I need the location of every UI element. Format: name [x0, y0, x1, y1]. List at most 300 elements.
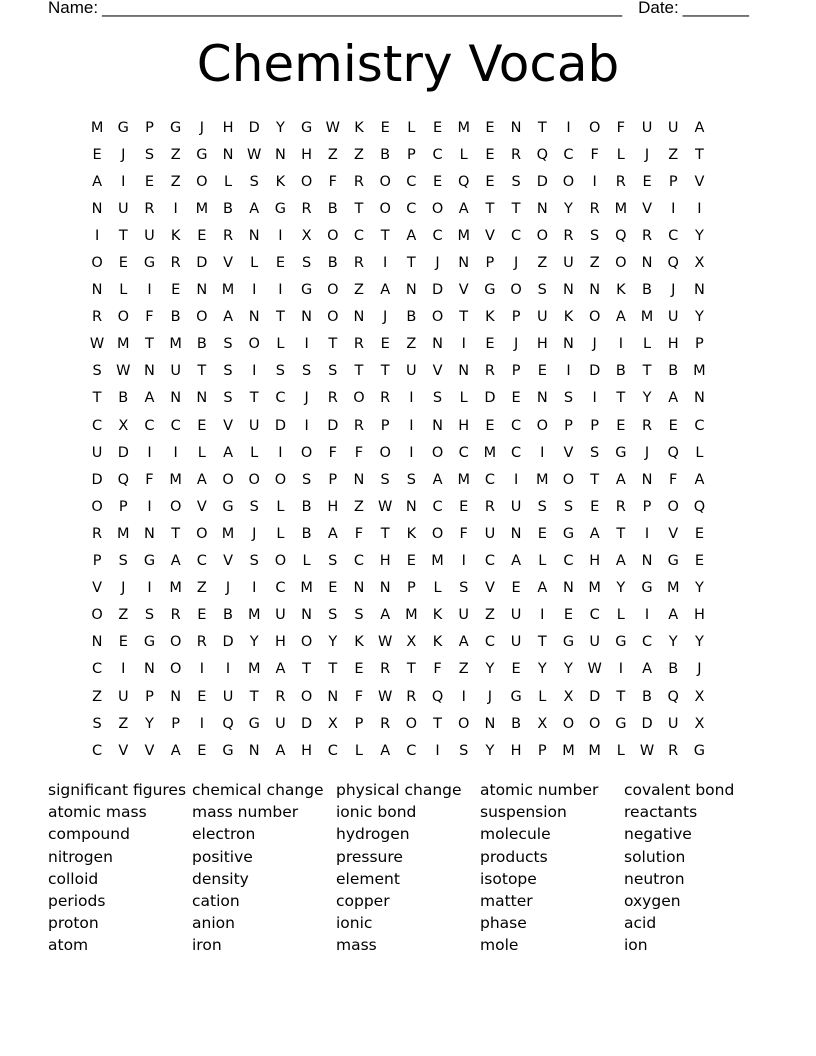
grid-letter[interactable]: J [199, 119, 204, 136]
grid-letter[interactable]: S [249, 553, 259, 570]
grid-letter[interactable]: M [614, 200, 628, 217]
grid-letter[interactable]: H [301, 146, 313, 163]
grid-letter[interactable]: R [380, 390, 391, 407]
grid-letter[interactable]: O [327, 309, 339, 326]
grid-letter[interactable]: T [459, 309, 469, 326]
grid-letter[interactable]: Z [354, 146, 364, 163]
grid-letter[interactable]: S [275, 363, 286, 380]
grid-letter[interactable]: C [275, 390, 286, 407]
grid-letter[interactable]: O [300, 688, 313, 705]
grid-letter[interactable]: V [118, 742, 129, 759]
grid-letter[interactable]: K [354, 634, 364, 651]
grid-letter[interactable]: N [301, 309, 313, 326]
grid-letter[interactable]: N [510, 119, 522, 136]
grid-letter[interactable]: A [668, 607, 679, 624]
grid-letter[interactable]: P [354, 715, 364, 732]
grid-letter[interactable]: P [668, 173, 678, 190]
grid-letter[interactable]: O [248, 336, 260, 353]
grid-letter[interactable]: G [641, 580, 653, 597]
grid-letter[interactable]: N [248, 227, 260, 244]
grid-letter[interactable]: Q [117, 471, 129, 488]
grid-letter[interactable]: S [563, 390, 574, 407]
grid-letter[interactable]: W [377, 498, 393, 515]
grid-letter[interactable]: I [671, 200, 676, 217]
grid-letter[interactable]: P [328, 471, 338, 488]
grid-letter[interactable]: I [435, 742, 440, 759]
grid-letter[interactable]: C [353, 553, 365, 570]
grid-letter[interactable]: T [616, 688, 626, 705]
grid-letter[interactable]: K [170, 227, 181, 244]
grid-letter[interactable]: A [511, 553, 522, 570]
grid-letter[interactable]: E [144, 173, 155, 190]
grid-letter[interactable]: N [274, 146, 286, 163]
grid-letter[interactable]: N [484, 715, 496, 732]
grid-letter[interactable]: S [459, 742, 469, 759]
grid-letter[interactable]: S [537, 498, 547, 515]
grid-letter[interactable]: N [91, 282, 103, 299]
grid-letter[interactable]: V [223, 417, 233, 434]
grid-letter[interactable]: H [301, 742, 313, 759]
grid-letter[interactable]: U [458, 607, 470, 624]
grid-letter[interactable]: L [119, 282, 128, 299]
grid-letter[interactable]: I [644, 525, 650, 542]
grid-letter[interactable]: C [92, 661, 103, 678]
grid-letter[interactable]: I [94, 227, 100, 244]
grid-letter[interactable]: E [485, 417, 495, 434]
grid-letter[interactable]: I [199, 715, 204, 732]
grid-letter[interactable]: E [406, 553, 416, 570]
grid-letter[interactable]: V [223, 553, 233, 570]
grid-letter[interactable]: G [143, 553, 156, 570]
grid-letter[interactable]: D [117, 444, 129, 461]
grid-letter[interactable]: N [563, 580, 574, 597]
grid-letter[interactable]: O [431, 200, 444, 217]
grid-letter[interactable]: C [563, 146, 574, 163]
grid-letter[interactable]: T [249, 390, 259, 407]
grid-letter[interactable]: N [432, 336, 443, 353]
grid-letter[interactable]: H [458, 417, 470, 434]
grid-letter[interactable]: N [641, 553, 653, 570]
grid-letter[interactable]: G [196, 146, 208, 163]
grid-letter[interactable]: H [222, 119, 234, 136]
grid-letter[interactable]: I [618, 661, 623, 678]
grid-letter[interactable]: F [328, 173, 337, 190]
grid-letter[interactable]: V [484, 227, 495, 244]
grid-letter[interactable]: L [459, 146, 468, 163]
grid-letter[interactable]: V [196, 498, 207, 515]
grid-letter[interactable]: I [304, 336, 309, 353]
grid-letter[interactable]: U [406, 363, 417, 380]
grid-letter[interactable]: L [276, 525, 285, 542]
grid-letter[interactable]: N [327, 688, 339, 705]
grid-letter[interactable]: T [249, 688, 259, 705]
grid-letter[interactable]: E [590, 498, 600, 515]
grid-letter[interactable]: S [459, 580, 469, 597]
grid-letter[interactable]: C [511, 227, 522, 244]
grid-letter[interactable]: M [693, 363, 706, 380]
grid-letter[interactable]: L [250, 444, 259, 461]
grid-letter[interactable]: S [537, 282, 547, 299]
grid-letter[interactable]: X [563, 688, 574, 705]
grid-letter[interactable]: Y [537, 661, 547, 678]
grid-letter[interactable]: S [223, 336, 233, 353]
grid-letter[interactable]: E [537, 363, 547, 380]
grid-letter[interactable]: G [562, 634, 575, 651]
grid-letter[interactable]: J [513, 255, 519, 272]
grid-letter[interactable]: C [668, 227, 679, 244]
grid-letter[interactable]: O [405, 715, 418, 732]
grid-letter[interactable]: I [461, 688, 466, 705]
grid-letter[interactable]: Q [667, 255, 679, 272]
grid-letter[interactable]: X [327, 715, 338, 732]
grid-letter[interactable]: I [147, 580, 152, 597]
grid-letter[interactable]: M [117, 525, 130, 542]
grid-letter[interactable]: Q [615, 227, 627, 244]
grid-letter[interactable]: C [327, 742, 338, 759]
grid-letter[interactable]: O [588, 119, 601, 136]
grid-letter[interactable]: U [275, 715, 286, 732]
grid-letter[interactable]: X [537, 715, 548, 732]
grid-letter[interactable]: A [694, 471, 705, 488]
grid-letter[interactable]: U [117, 688, 129, 705]
grid-letter[interactable]: I [278, 282, 283, 299]
grid-letter[interactable]: I [540, 607, 545, 624]
grid-letter[interactable]: I [409, 390, 414, 407]
grid-letter[interactable]: A [615, 309, 626, 326]
grid-letter[interactable]: O [353, 390, 365, 407]
grid-letter[interactable]: G [615, 444, 627, 461]
grid-letter[interactable]: O [274, 471, 287, 488]
grid-letter[interactable]: A [275, 742, 286, 759]
grid-letter[interactable]: L [407, 119, 416, 136]
grid-letter[interactable]: O [510, 282, 522, 299]
grid-letter[interactable]: T [171, 525, 181, 542]
grid-letter[interactable]: N [196, 282, 208, 299]
grid-letter[interactable]: Y [564, 661, 573, 678]
grid-letter[interactable]: J [697, 661, 702, 678]
grid-letter[interactable]: K [354, 119, 364, 136]
grid-letter[interactable]: U [484, 525, 496, 542]
grid-letter[interactable]: T [328, 336, 338, 353]
grid-letter[interactable]: N [144, 363, 155, 380]
grid-letter[interactable]: M [666, 580, 680, 597]
grid-letter[interactable]: E [537, 525, 547, 542]
grid-letter[interactable]: I [278, 227, 283, 244]
grid-letter[interactable]: U [510, 498, 522, 515]
grid-letter[interactable]: V [144, 742, 155, 759]
grid-letter[interactable]: L [250, 255, 259, 272]
grid-letter[interactable]: L [433, 580, 442, 597]
grid-letter[interactable]: I [592, 173, 597, 190]
grid-letter[interactable]: E [511, 580, 521, 597]
grid-letter[interactable]: E [92, 146, 102, 163]
grid-letter[interactable]: K [275, 173, 286, 190]
grid-letter[interactable]: U [222, 688, 234, 705]
grid-letter[interactable]: J [435, 255, 440, 272]
grid-letter[interactable]: D [91, 471, 103, 488]
grid-letter[interactable]: N [563, 336, 574, 353]
grid-letter[interactable]: E [694, 525, 704, 542]
grid-letter[interactable]: O [91, 607, 103, 624]
grid-letter[interactable]: S [249, 173, 259, 190]
grid-letter[interactable]: O [588, 715, 601, 732]
grid-letter[interactable]: C [432, 498, 443, 515]
grid-letter[interactable]: A [537, 580, 548, 597]
grid-letter[interactable]: O [458, 715, 470, 732]
grid-letter[interactable]: O [196, 309, 208, 326]
grid-letter[interactable]: G [222, 498, 234, 515]
grid-letter[interactable]: A [275, 661, 286, 678]
grid-letter[interactable]: H [327, 498, 339, 515]
grid-letter[interactable]: I [252, 363, 257, 380]
grid-letter[interactable]: S [301, 471, 312, 488]
grid-letter[interactable]: T [275, 309, 285, 326]
grid-letter[interactable]: U [510, 607, 522, 624]
grid-letter[interactable]: S [328, 363, 338, 380]
grid-letter[interactable]: Z [327, 146, 338, 163]
grid-letter[interactable]: M [169, 336, 182, 353]
grid-letter[interactable]: S [406, 471, 416, 488]
grid-letter[interactable]: P [380, 417, 390, 434]
grid-letter[interactable]: I [147, 444, 152, 461]
grid-letter[interactable]: Z [537, 255, 548, 272]
grid-letter[interactable]: F [145, 471, 154, 488]
grid-letter[interactable]: J [671, 282, 676, 299]
grid-letter[interactable]: N [458, 255, 470, 272]
grid-letter[interactable]: M [169, 580, 182, 597]
grid-letter[interactable]: N [693, 390, 705, 407]
grid-letter[interactable]: O [379, 173, 391, 190]
grid-letter[interactable]: E [354, 661, 364, 678]
grid-letter[interactable]: T [302, 661, 312, 678]
grid-letter[interactable]: C [275, 580, 286, 597]
grid-letter[interactable]: C [511, 417, 522, 434]
grid-letter[interactable]: M [221, 282, 235, 299]
grid-letter[interactable]: M [457, 471, 470, 488]
grid-letter[interactable]: T [328, 661, 338, 678]
grid-letter[interactable]: A [249, 200, 260, 217]
grid-letter[interactable]: P [695, 336, 704, 353]
grid-letter[interactable]: I [252, 580, 257, 597]
grid-letter[interactable]: U [91, 444, 103, 461]
grid-letter[interactable]: O [300, 444, 313, 461]
grid-letter[interactable]: A [170, 742, 181, 759]
grid-letter[interactable]: C [170, 417, 181, 434]
grid-letter[interactable]: N [170, 688, 182, 705]
grid-letter[interactable]: C [641, 634, 653, 651]
grid-letter[interactable]: O [536, 417, 548, 434]
grid-letter[interactable]: A [144, 390, 155, 407]
grid-letter[interactable]: E [380, 119, 390, 136]
grid-letter[interactable]: B [223, 200, 233, 217]
grid-letter[interactable]: Z [458, 661, 469, 678]
grid-letter[interactable]: R [484, 363, 495, 380]
grid-letter[interactable]: I [644, 607, 650, 624]
grid-letter[interactable]: C [484, 471, 495, 488]
grid-letter[interactable]: B [170, 309, 181, 326]
grid-letter[interactable]: O [274, 553, 287, 570]
grid-letter[interactable]: Z [118, 607, 129, 624]
grid-letter[interactable]: X [118, 417, 129, 434]
grid-letter[interactable]: P [511, 309, 521, 326]
grid-letter[interactable]: M [300, 580, 313, 597]
grid-letter[interactable]: Y [485, 742, 495, 759]
grid-letter[interactable]: V [484, 580, 495, 597]
grid-letter[interactable]: B [642, 688, 652, 705]
grid-letter[interactable]: W [247, 146, 262, 163]
grid-letter[interactable]: V [432, 363, 443, 380]
grid-letter[interactable]: C [589, 607, 600, 624]
grid-letter[interactable]: O [169, 634, 182, 651]
grid-letter[interactable]: Y [694, 634, 704, 651]
grid-letter[interactable]: A [432, 471, 443, 488]
grid-letter[interactable]: Y [616, 580, 626, 597]
grid-letter[interactable]: N [432, 417, 443, 434]
grid-letter[interactable]: K [406, 525, 417, 542]
grid-letter[interactable]: A [223, 444, 233, 461]
grid-letter[interactable]: P [118, 498, 128, 515]
grid-letter[interactable]: J [121, 580, 126, 597]
grid-letter[interactable]: E [485, 336, 495, 353]
grid-letter[interactable]: E [197, 227, 207, 244]
grid-letter[interactable]: N [379, 580, 391, 597]
grid-letter[interactable]: P [406, 580, 416, 597]
grid-letter[interactable]: M [536, 471, 549, 488]
grid-letter[interactable]: H [536, 336, 548, 353]
grid-letter[interactable]: Q [667, 688, 679, 705]
grid-letter[interactable]: Q [693, 498, 706, 515]
grid-letter[interactable]: L [538, 553, 547, 570]
grid-letter[interactable]: D [274, 417, 286, 434]
grid-letter[interactable]: C [406, 742, 417, 759]
grid-letter[interactable]: N [589, 282, 601, 299]
grid-letter[interactable]: A [615, 471, 626, 488]
grid-letter[interactable]: M [457, 119, 470, 136]
grid-letter[interactable]: I [461, 336, 466, 353]
grid-letter[interactable]: D [248, 119, 260, 136]
grid-letter[interactable]: W [325, 119, 340, 136]
grid-letter[interactable]: A [458, 200, 469, 217]
grid-letter[interactable]: P [511, 363, 521, 380]
grid-letter[interactable]: T [354, 363, 364, 380]
grid-letter[interactable]: I [540, 444, 545, 461]
grid-letter[interactable]: Y [694, 227, 704, 244]
grid-letter[interactable]: R [222, 227, 234, 244]
grid-letter[interactable]: U [667, 119, 679, 136]
grid-letter[interactable]: Y [485, 661, 495, 678]
grid-letter[interactable]: L [538, 688, 547, 705]
grid-letter[interactable]: L [223, 173, 233, 190]
grid-letter[interactable]: F [354, 688, 364, 705]
grid-letter[interactable]: B [327, 255, 338, 272]
grid-letter[interactable]: R [511, 146, 522, 163]
grid-letter[interactable]: G [615, 715, 627, 732]
grid-letter[interactable]: R [406, 688, 417, 705]
grid-letter[interactable]: A [327, 525, 338, 542]
grid-letter[interactable]: O [196, 525, 208, 542]
grid-letter[interactable]: E [511, 390, 521, 407]
grid-letter[interactable]: Q [458, 173, 470, 190]
grid-letter[interactable]: A [615, 553, 626, 570]
grid-letter[interactable]: X [694, 715, 705, 732]
grid-letter[interactable]: A [406, 227, 417, 244]
grid-letter[interactable]: M [117, 336, 130, 353]
grid-letter[interactable]: Z [668, 146, 679, 163]
grid-letter[interactable]: N [536, 390, 548, 407]
grid-letter[interactable]: G [693, 742, 706, 759]
grid-letter[interactable]: B [406, 309, 417, 326]
grid-letter[interactable]: T [511, 200, 521, 217]
grid-letter[interactable]: R [563, 227, 574, 244]
grid-letter[interactable]: C [511, 444, 522, 461]
grid-letter[interactable]: Z [406, 336, 417, 353]
grid-letter[interactable]: A [694, 119, 705, 136]
grid-letter[interactable]: G [170, 119, 182, 136]
grid-letter[interactable]: I [121, 661, 126, 678]
grid-letter[interactable]: A [380, 742, 391, 759]
grid-letter[interactable]: B [118, 390, 129, 407]
grid-letter[interactable]: A [380, 282, 391, 299]
grid-letter[interactable]: T [380, 363, 390, 380]
grid-letter[interactable]: S [354, 607, 364, 624]
grid-letter[interactable]: M [457, 227, 470, 244]
grid-letter[interactable]: P [537, 742, 547, 759]
grid-letter[interactable]: R [380, 661, 391, 678]
grid-letter[interactable]: S [92, 363, 102, 380]
grid-letter[interactable]: P [642, 498, 652, 515]
grid-letter[interactable]: R [484, 498, 495, 515]
grid-letter[interactable]: E [668, 417, 678, 434]
grid-letter[interactable]: T [354, 200, 364, 217]
grid-letter[interactable]: G [300, 282, 313, 299]
grid-letter[interactable]: O [248, 471, 260, 488]
grid-letter[interactable]: K [432, 634, 443, 651]
grid-letter[interactable]: O [117, 309, 129, 326]
grid-letter[interactable]: Z [354, 282, 364, 299]
grid-letter[interactable]: D [641, 715, 653, 732]
grid-letter[interactable]: F [616, 119, 626, 136]
grid-letter[interactable]: B [380, 146, 391, 163]
grid-letter[interactable]: H [667, 336, 679, 353]
grid-letter[interactable]: L [276, 336, 285, 353]
grid-letter[interactable]: O [300, 173, 313, 190]
grid-letter[interactable]: K [616, 282, 626, 299]
grid-letter[interactable]: Q [431, 688, 444, 705]
grid-letter[interactable]: S [144, 607, 155, 624]
grid-letter[interactable]: E [616, 417, 626, 434]
grid-letter[interactable]: E [432, 173, 443, 190]
grid-letter[interactable]: C [432, 227, 443, 244]
grid-letter[interactable]: I [147, 282, 152, 299]
grid-letter[interactable]: Y [694, 580, 704, 597]
grid-letter[interactable]: E [694, 553, 704, 570]
grid-letter[interactable]: T [145, 336, 154, 353]
grid-letter[interactable]: U [641, 119, 653, 136]
grid-letter[interactable]: X [694, 255, 705, 272]
grid-letter[interactable]: G [510, 688, 522, 705]
grid-letter[interactable]: C [196, 553, 207, 570]
grid-letter[interactable]: T [590, 471, 600, 488]
grid-letter[interactable]: J [383, 309, 388, 326]
grid-letter[interactable]: O [667, 498, 679, 515]
grid-letter[interactable]: N [91, 200, 103, 217]
grid-letter[interactable]: P [590, 417, 600, 434]
grid-letter[interactable]: T [616, 390, 626, 407]
grid-letter[interactable]: M [195, 200, 209, 217]
grid-letter[interactable]: O [562, 173, 575, 190]
grid-letter[interactable]: J [121, 146, 126, 163]
grid-letter[interactable]: C [484, 553, 495, 570]
